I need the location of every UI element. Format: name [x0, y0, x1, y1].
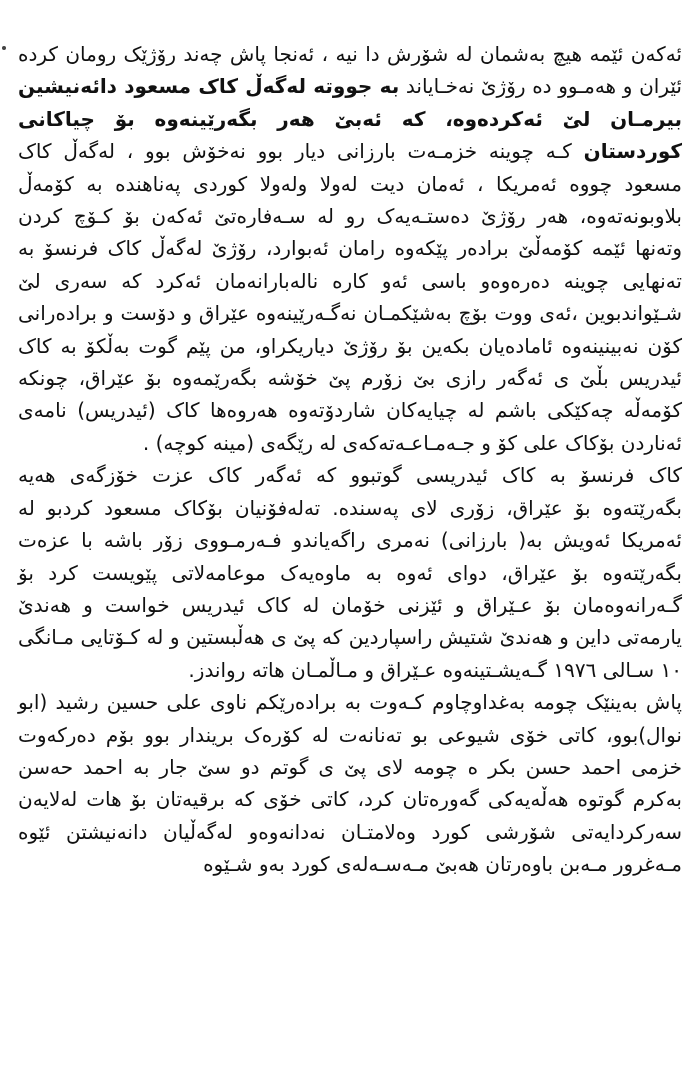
paragraph-3-body: پاش بەینێک چومە بەغداوچاوم کـەوت بە برادەرێکم ناوی علی حسین رشید (ابو نوال)بوو، کاتی خۆی شیوعی بو تەنانەت لە کۆرەک بریندار بوو بۆم دەرکەوت خزمی احمد حسن بکر ە چومە لای پێ ی گوتم دو سێ جار بە احمد حەسن بەکرم گوتوە هەڵەیەکی گەورەتان کرد، کاتی خۆی کە برقیەتان بۆ هات لەلایەن سەرکردایەتی شۆرشی کورد وەلامتـان نەدانەوەو لەگەڵیان دانەنیشتن ئێوە مـەغرور مـەبن باوەرتان هەبێ مـەسـەلەی کورد بەو شـێوە — [18, 690, 682, 877]
paragraph-2-body: کاک فرنسۆ بە کاک ئیدریسی گوتبوو کە ئەگەر کاک عزت خۆزگەی هەیە بگەرێتەوە بۆ عێراق، زۆری لای پەسندە. تەلەفۆنیان بۆکاک مسعود کردبو لە ئەمریکا ئەویش بە( بارزانی) نەمری راگەیاندو فـەرمـووی زۆر باشە با عزەت بگەرێتەوە بۆ عێراق، دوای ئەوە بە ماوەیەک موعامەلاتی پێویست کرد بۆ گـەرانەوەمان بۆ عـێراق و ئێزنی خۆمان لە کاک ئیدریس خواست و هەندێ یارمەتی داین و هەندێ شتیش راسپاردین کە پێ ی هەڵبستین و لە کـۆتایی مـانگی ١٠ سـالی ١٩٧٦ گـەیشـتینەوە عـێراق و مـاڵمـان هاتە رواندز. — [18, 463, 682, 682]
paragraph-1-body: کـە چوینە خزمـەت بارزانی دیار بوو نەخۆش بوو ، لەگەڵ کاک مسعود چووە ئەمریکا ، ئەمان دیت لەولا ولەولا کوردی پەناهندە بە کۆمەڵ بلاوبونەتەوە، هەر رۆژێ دەستـەیەک رو لە سـەفارەتێ ئەکەن بۆ کـۆچ کردن وتەنها ئێمە کۆمەڵێ برادەر پێکەوە رامان ئەبوارد، رۆژێ لەگەڵ کاک فرنسۆ بە تەنهایی چوینە دەرەوەو باسی ئەو کارە نالەبارانەمان ئەکرد کە سەری لێ شـێواندبوین ،ئەی ووت بۆچ بەشێکمـان نەگـەرێینەوە عێراق و دۆست و برادەرانی کۆن نەبینینەوە ئامادەیان بکەین بۆ رۆژێ دیاریکراو، من پێم گوت بەڵکۆ بە کاک ئیدریس بڵێ ی ئەگەر رازی بێ زۆرم پێ خۆشە بگەرێمەوە بۆ عێراق، چونکە کۆمەڵە چەکێکی باشم لە چیایەکان شاردۆتەوە هەروەها کاک (ئیدریس) نامەی ئەناردن بۆکاک علی کۆ و جـەمـاعـەتەکەی لە رێگەی (مینە کوچە) . — [18, 139, 682, 455]
paragraph-3 — [12, 686, 688, 880]
paragraph-1-intro: ئەکەن ئێمە هیچ بەشمان لە شۆرش دا نیە ، ئەنجا پاش چەند رۆژێک رومان کردە ئێران و هەمـوو دە رۆژێ نەخـایاند — [18, 42, 682, 99]
margin-speck — [2, 46, 6, 50]
paragraph-1-bold-phrase: بە جووتە لەگەڵ کاک مسعود دائەنیشین بیرمـان لێ ئەکردەوە، کە ئەبێ هەر بگەرێینەوە بۆ چیاکانی کوردستان — [18, 74, 682, 164]
paragraph-1 — [12, 38, 688, 459]
document-page — [12, 38, 688, 1063]
paragraph-2 — [12, 459, 688, 686]
